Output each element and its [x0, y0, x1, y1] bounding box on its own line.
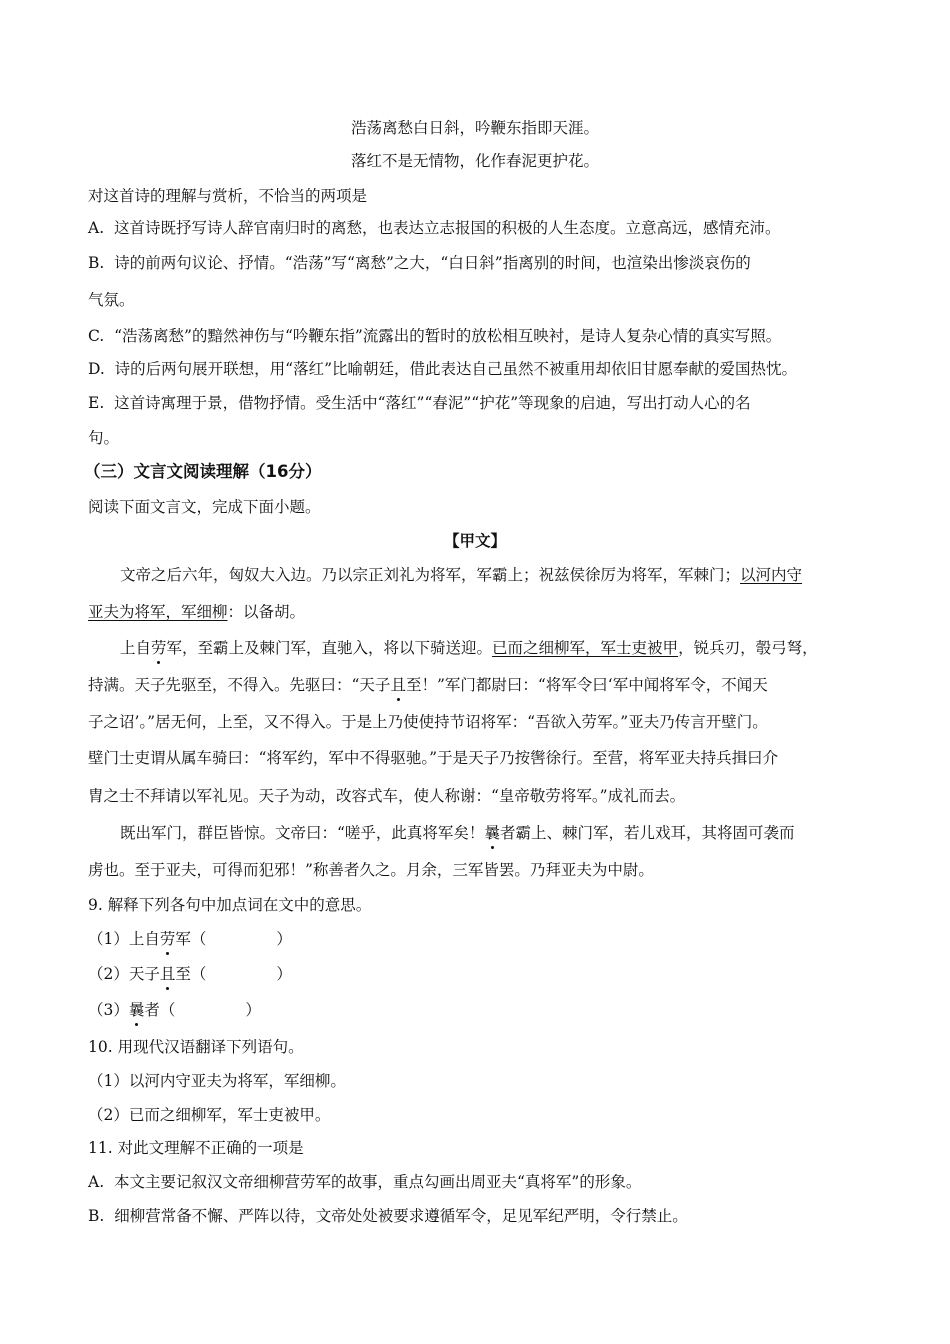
option-label: C. [88, 327, 105, 345]
q8-option-b-cont: 气氛。 [88, 291, 135, 309]
passage-text: ，锐兵刃，彀弓弩， [678, 639, 818, 657]
section-instruction: 阅读下面文言文，完成下面小题。 [88, 498, 321, 516]
underlined-text: 已而之细柳军，军士吏被甲 [492, 639, 679, 657]
passage-text: 既出军门，群臣皆惊。文帝曰：“嗟乎，此真将军矣！ [120, 824, 485, 842]
passage-text: ：以备胡。 [227, 603, 306, 621]
passage-p2-line4: 壁门士吏谓从属车骑曰：“将军约，军中不得驱驰。”于是天子乃按辔徐行。至营，将军亚夫持兵揖曰介 [88, 749, 779, 767]
dotted-word: 曩 [484, 824, 500, 842]
q8-option-e-cont: 句。 [88, 429, 120, 447]
underlined-text: 以河内守 [740, 566, 803, 584]
q9-item-3 [88, 1000, 862, 1020]
item-text: 上自 [128, 930, 160, 948]
item-text: ） [276, 930, 292, 948]
option-text: 这首诗寓理于景，借物抒情。受生活中“落红”“春泥”“护花”等现象的启迪，写出打动人心的名 [114, 394, 751, 412]
option-label: A. [88, 219, 105, 237]
passage-title: 【甲文】 [443, 531, 506, 550]
q9-item-1 [88, 929, 862, 949]
passage-text: 者霸上、棘门军，若儿戏耳，其将固可袭而 [499, 824, 795, 842]
q8-option-a [88, 218, 862, 238]
passage-text: 持满。天子先驱至，不得入。先驱曰：“天子 [88, 676, 391, 694]
q8-option-d [88, 359, 862, 379]
question-9-stem: 9. 解释下列各句中加点词在文中的意思。 [88, 896, 372, 914]
item-text: 者（ [144, 1001, 176, 1019]
passage-p2-line1 [120, 638, 862, 658]
passage-p3-line2: 虏也。至于亚夫，可得而犯邪！”称善者久之。月余，三军皆罢。乃拜亚夫为中尉。 [88, 861, 654, 879]
option-text: 诗的后两句展开联想，用“落红”比喻朝廷，借此表达自己虽然不被重用却依旧甘愿奉献的爱国热忱。 [114, 360, 798, 378]
dotted-word: 劳 [151, 639, 167, 657]
underlined-text: 亚夫为将军，军细柳 [88, 603, 228, 621]
dotted-word: 且 [390, 676, 406, 694]
q8-option-b [88, 253, 862, 273]
passage-p1-line1 [120, 565, 862, 585]
poem-line-3: 浩荡离愁白日斜，吟鞭东指即天涯。 [350, 119, 599, 137]
option-text: 诗的前两句议论、抒情。“浩荡”写“离愁”之大，“白日斜”指离别的时间，也渲染出惨淡哀伤的 [114, 254, 751, 272]
passage-text: 上自 [120, 639, 152, 657]
item-number: （3） [88, 1001, 129, 1019]
section-heading: （三）文言文阅读理解（16分） [84, 462, 322, 481]
option-text: 这首诗既抒写诗人辞官南归时的离愁，也表达立志报国的积极的人生态度。立意高远，感情充沛。 [113, 219, 781, 237]
option-label: B. [88, 254, 105, 272]
passage-p2-line5: 胄之士不拜请以军礼见。天子为动，改容式车，使人称谢：“皇帝敬劳将军。”成礼而去。 [88, 787, 686, 805]
option-label: A. [88, 1173, 105, 1191]
q10-item-2: （2）已而之细柳军，军士吏被甲。 [88, 1106, 331, 1124]
q8-option-c [88, 326, 862, 346]
dotted-word: 劳 [159, 930, 176, 948]
item-text: ） [245, 1001, 261, 1019]
option-text: “浩荡离愁”的黯然神伤与“吟鞭东指”流露出的暂时的放松相互映衬，是诗人复杂心情的真实写照。 [114, 327, 782, 345]
option-text: 本文主要记叙汉文帝细柳营劳军的故事，重点勾画出周亚夫“真将军”的形象。 [113, 1173, 642, 1191]
q8-option-e [88, 393, 862, 413]
item-number: （1） [88, 930, 129, 948]
item-text: ） [276, 965, 292, 983]
question-11-stem: 11. 对此文理解不正确的一项是 [88, 1139, 304, 1157]
question-10-stem: 10. 用现代汉语翻译下列语句。 [88, 1038, 304, 1056]
item-text: 天子 [128, 965, 160, 983]
option-text: 细柳营常备不懈、严阵以待，文帝处处被要求遵循军令，足见军纪严明，令行禁止。 [114, 1207, 688, 1225]
item-text: 军（ [175, 930, 207, 948]
dotted-word: 曩 [128, 1001, 145, 1019]
question-8-stem: 对这首诗的理解与赏析，不恰当的两项是 [88, 187, 368, 205]
dotted-word: 且 [159, 965, 176, 983]
q11-option-a [88, 1172, 862, 1192]
q9-item-2 [88, 964, 862, 984]
passage-p3-line1 [120, 823, 862, 843]
poem-line-4: 落红不是无情物，化作春泥更护花。 [350, 152, 599, 170]
passage-text: 文帝之后六年，匈奴大入边。乃以宗正刘礼为将军，军霸上；祝兹侯徐厉为将军，军棘门； [120, 566, 741, 584]
option-label: E. [88, 394, 105, 412]
passage-p2-line2 [88, 675, 862, 695]
option-label: B. [88, 1207, 105, 1225]
passage-text: 至！”军门都尉曰：“将军令曰‘军中闻将军令，不闻天 [405, 676, 768, 694]
item-number: （2） [88, 965, 129, 983]
passage-p2-line3: 子之诏’。”居无何，上至，又不得入。于是上乃使使持节诏将军：“吾欲入劳军。”亚夫乃传言开壁门。 [88, 713, 768, 731]
item-text: 至（ [175, 965, 207, 983]
passage-p1-line2 [88, 602, 862, 622]
q11-option-b [88, 1206, 862, 1226]
q10-item-1: （1）以河内守亚夫为将军，军细柳。 [88, 1072, 346, 1090]
option-label: D. [88, 360, 105, 378]
passage-text: 军，至霸上及棘门军，直驰入，将以下骑送迎。 [166, 639, 493, 657]
